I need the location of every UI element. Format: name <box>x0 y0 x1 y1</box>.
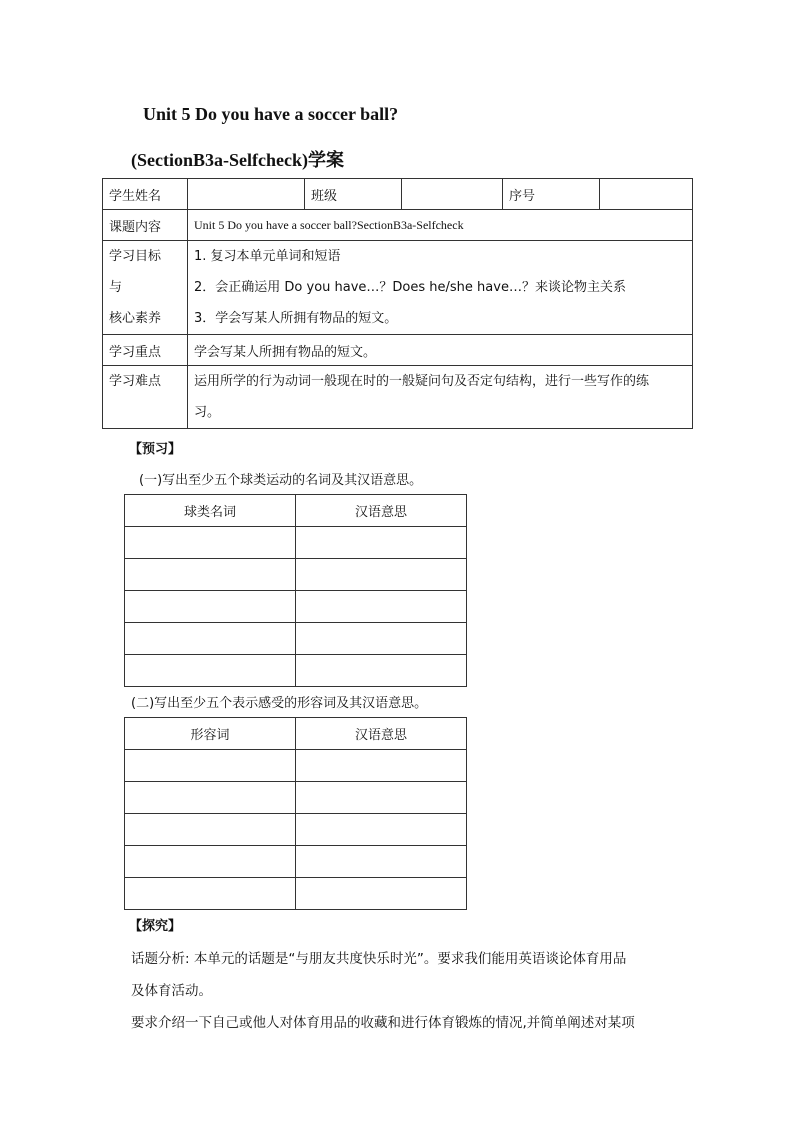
class-field[interactable] <box>402 179 503 210</box>
name-field[interactable] <box>188 179 305 210</box>
difficulty-line-1: 运用所学的行为动词一般现在时的一般疑问句及否定句结构，进行一些写作的练 <box>194 374 650 389</box>
difficulty-label-text: 学习难点 <box>109 374 162 389</box>
goal-label-1: 学习目标 <box>109 249 162 264</box>
table2-cell[interactable] <box>125 814 296 846</box>
table2-cell[interactable] <box>125 878 296 910</box>
table2-cell[interactable] <box>125 846 296 878</box>
table2-cell[interactable] <box>125 782 296 814</box>
goal-2: 2．会正确运用 Do you have…？Does he/she have…？来谈论物主关系 <box>194 280 626 295</box>
table-row <box>125 655 467 687</box>
table-ball-nouns <box>124 494 467 687</box>
table1-cell[interactable] <box>125 559 296 591</box>
info-row-goals <box>103 241 693 335</box>
table1-cell[interactable] <box>296 655 467 687</box>
table1-cell[interactable] <box>296 559 467 591</box>
focus-label: 学习重点 <box>103 335 188 366</box>
table-adjectives <box>124 717 467 910</box>
goal-label-2: 与 <box>109 280 123 295</box>
table1-cell[interactable] <box>125 591 296 623</box>
goal-list <box>188 241 693 335</box>
difficulty-label <box>103 366 188 429</box>
info-row-difficulty <box>103 366 693 429</box>
explore-heading: 【探究】 <box>129 919 182 934</box>
table1-cell[interactable] <box>296 527 467 559</box>
title-line-2: (SectionB3a-Selfcheck)学案 <box>131 150 344 170</box>
info-row-name <box>103 179 693 210</box>
table-row <box>125 559 467 591</box>
seq-label: 序号 <box>503 179 600 210</box>
table2-cell[interactable] <box>296 846 467 878</box>
focus-value: 学会写某人所拥有物品的短文。 <box>188 335 693 366</box>
goal-3: 3．学会写某人所拥有物品的短文。 <box>194 311 398 326</box>
paragraph-2-line-1: 要求介绍一下自己或他人对体育用品的收藏和进行体育锻炼的情况,并简单阐述对某项 <box>131 1015 635 1031</box>
task-2: (二)写出至少五个表示感受的形容词及其汉语意思。 <box>131 696 428 711</box>
task-1: (一)写出至少五个球类运动的名词及其汉语意思。 <box>139 473 423 488</box>
table2-col2-header: 汉语意思 <box>296 718 467 750</box>
seq-field[interactable] <box>600 179 693 210</box>
info-row-topic <box>103 210 693 241</box>
title-line-1: Unit 5 Do you have a soccer ball? <box>143 104 399 124</box>
table1-col2-header: 汉语意思 <box>296 495 467 527</box>
topic-value: Unit 5 Do you have a soccer ball?SectionB3a-Selfcheck <box>188 210 693 241</box>
table1-cell[interactable] <box>125 623 296 655</box>
info-row-focus <box>103 335 693 366</box>
table2-cell[interactable] <box>296 750 467 782</box>
table-row <box>125 591 467 623</box>
table2-cell[interactable] <box>125 750 296 782</box>
table-row <box>125 846 467 878</box>
table2-cell[interactable] <box>296 814 467 846</box>
table1-cell[interactable] <box>296 591 467 623</box>
table1-cell[interactable] <box>296 623 467 655</box>
table-row <box>125 750 467 782</box>
preview-heading: 【预习】 <box>129 442 182 457</box>
table2-col1-header: 形容词 <box>125 718 296 750</box>
table1-col1-header: 球类名词 <box>125 495 296 527</box>
table2-cell[interactable] <box>296 878 467 910</box>
table-row <box>125 814 467 846</box>
class-label: 班级 <box>305 179 402 210</box>
goal-label-3: 核心素养 <box>109 311 162 326</box>
table1-cell[interactable] <box>125 527 296 559</box>
paragraph-1-line-2: 及体育活动。 <box>131 983 212 999</box>
topic-label: 课题内容 <box>103 210 188 241</box>
goal-label <box>103 241 188 335</box>
goal-1: 1. 复习本单元单词和短语 <box>194 249 341 264</box>
table2-cell[interactable] <box>296 782 467 814</box>
table-row <box>125 527 467 559</box>
name-label: 学生姓名 <box>103 179 188 210</box>
table-row <box>125 878 467 910</box>
difficulty-value <box>188 366 693 429</box>
paragraph-1-line-1: 话题分析: 本单元的话题是“与朋友共度快乐时光”。要求我们能用英语谈论体育用品 <box>131 951 627 967</box>
difficulty-line-2: 习。 <box>194 405 221 420</box>
table1-cell[interactable] <box>125 655 296 687</box>
table-row <box>125 782 467 814</box>
info-table <box>102 178 693 429</box>
table-row <box>125 623 467 655</box>
